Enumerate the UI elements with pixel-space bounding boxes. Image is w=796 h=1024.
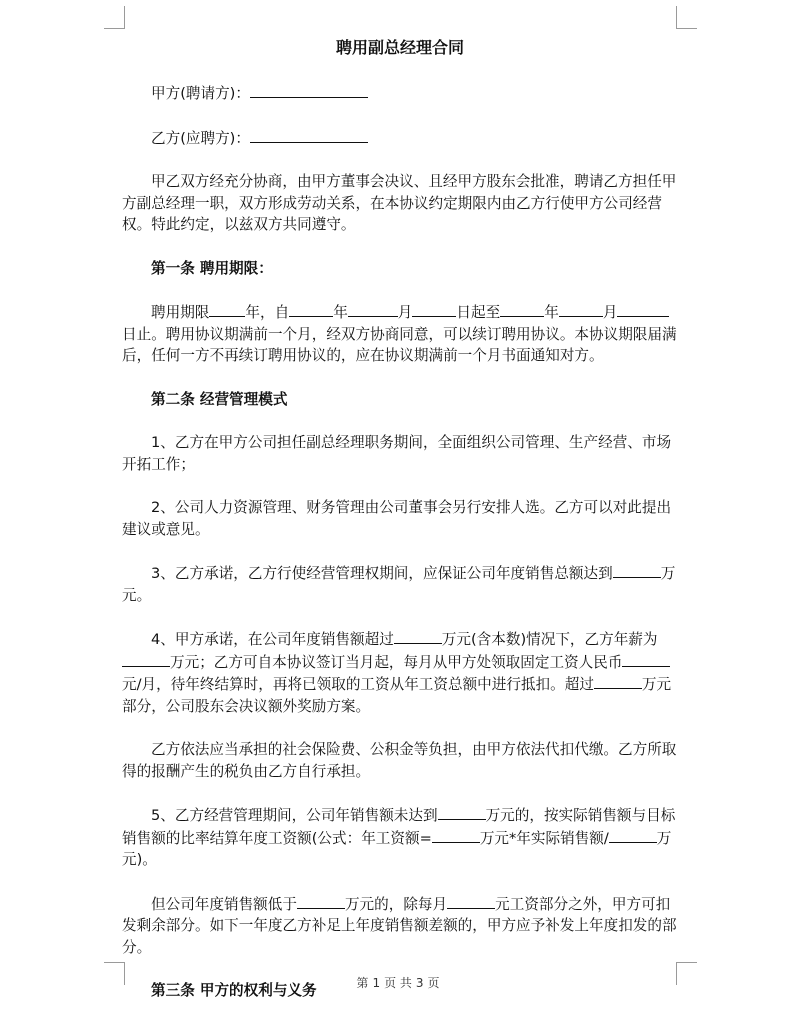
blank xyxy=(617,301,669,317)
clause-3-text: 3、乙方承诺，乙方行使经营管理权期间，应保证公司年度销售总额达到 xyxy=(151,565,613,582)
party-a-blank xyxy=(250,82,368,98)
clause-2: 2、公司人力资源管理、财务管理由公司董事会另行安排人选。乙方可以对此提出建议或意见。 xyxy=(122,499,672,538)
clause-6-text: 元工资部分之外，甲方可扣发剩余部分。如下一年度乙方补足上年度销售额差额的，甲方应予补发上年度扣发的部分。 xyxy=(122,895,677,956)
clause-5-text: 5、乙方经营管理期间，公司年销售额未达到 xyxy=(151,807,438,824)
blank xyxy=(394,628,442,644)
clause-4-text: 万元；乙方可自本协议签订当月起，每月从甲方处领取固定工资人民币 xyxy=(170,653,623,671)
clause-6-text: 万元的，除每月 xyxy=(344,895,448,913)
clause-5-text: 万元*年实际销售额/ xyxy=(479,829,609,847)
clause-4-text: 万元(含本数)情况下，乙方年薪为 xyxy=(441,631,658,648)
clause-4-text: 万元部分，公司股东会决议额外奖励方案。 xyxy=(122,676,672,715)
blank xyxy=(500,301,544,317)
blank xyxy=(609,827,657,843)
art1-text: 年，自 xyxy=(245,304,290,321)
blank xyxy=(622,651,670,667)
party-a-label: 甲方(聘请方)： xyxy=(151,85,250,102)
document-title: 聘用副总经理合同 xyxy=(335,38,464,57)
clause-5-text: 万元)。 xyxy=(122,829,672,868)
clause-1: 1、乙方在甲方公司担任副总经理职务期间，全面组织公司管理、生产经营、市场开拓工作； xyxy=(122,434,672,473)
party-b-blank xyxy=(250,127,368,143)
clause-3-text: 万元。 xyxy=(122,565,676,604)
footer-total-pages: 3 xyxy=(415,976,424,990)
page-footer xyxy=(0,974,796,991)
clause-5 xyxy=(122,804,678,871)
blank xyxy=(447,893,495,909)
party-a-line xyxy=(122,82,678,105)
blank xyxy=(613,562,661,578)
party-b-line xyxy=(122,127,678,150)
blank xyxy=(289,301,333,317)
article-1-title: 第一条 聘用期限： xyxy=(151,259,273,277)
blank xyxy=(438,804,486,820)
art1-text: 年 xyxy=(333,304,348,321)
clause-3 xyxy=(122,562,678,606)
footer-suffix: 页 xyxy=(427,976,440,990)
blank xyxy=(297,893,345,909)
document-body xyxy=(122,36,678,1024)
article-3-title: 第三条 甲方的权利与义务 xyxy=(151,982,317,999)
blank xyxy=(209,301,245,317)
art1-text: 月 xyxy=(397,304,413,321)
intro-paragraph: 甲乙双方经充分协商，由甲方董事会决议、且经甲方股东会批准，聘请乙方担任甲方副总经理一职，双方形成劳动关系，在本协议约定期限内由乙方行使甲方公司经营权。特此约定，以兹双方共同遵守。 xyxy=(122,173,677,233)
footer-mid: 页 共 xyxy=(384,976,412,990)
clause-4-text: 元/月，待年终结算时，再将已领取的工资从年工资总额中进行抵扣。超过 xyxy=(122,676,594,693)
art1-text: 年 xyxy=(544,304,559,321)
blank xyxy=(559,301,603,317)
party-b-label: 乙方(应聘方)： xyxy=(151,129,250,147)
art1-text: 聘用期限 xyxy=(151,304,210,321)
crop-mark-top-right xyxy=(676,6,697,29)
article-1-paragraph xyxy=(122,301,678,367)
clause-5-text: 万元的，按实际销售额与目标销售额的比率结算年度工资额(公式：年工资额= xyxy=(122,807,676,847)
article-2-title: 第二条 经营管理模式 xyxy=(151,390,288,408)
footer-page-number: 1 xyxy=(372,976,381,990)
blank xyxy=(122,651,170,667)
footer-prefix: 第 xyxy=(356,976,369,990)
blank xyxy=(432,827,480,843)
art1-text: 日止。聘用协议期满前一个月，经双方协商同意，可以续订聘用协议。本协议期限届满后，任何一方不再续订聘用协议的，应在协议期满前一个月书面通知对方。 xyxy=(122,325,677,364)
art1-text: 月 xyxy=(602,304,618,321)
clause-4 xyxy=(122,628,678,717)
blank xyxy=(348,301,398,317)
crop-mark-top-left xyxy=(104,6,125,29)
tax-paragraph: 乙方依法应当承担的社会保险费、公积金等负担，由甲方依法代扣代缴。乙方所取得的报酬产生的税负由乙方自行承担。 xyxy=(122,741,677,780)
blank xyxy=(412,301,456,317)
clause-6 xyxy=(122,893,678,959)
art1-text: 日起至 xyxy=(456,304,501,321)
clause-6-text: 但公司年度销售额低于 xyxy=(151,895,297,913)
blank xyxy=(594,673,642,689)
clause-4-text: 4、甲方承诺，在公司年度销售额超过 xyxy=(151,631,394,648)
